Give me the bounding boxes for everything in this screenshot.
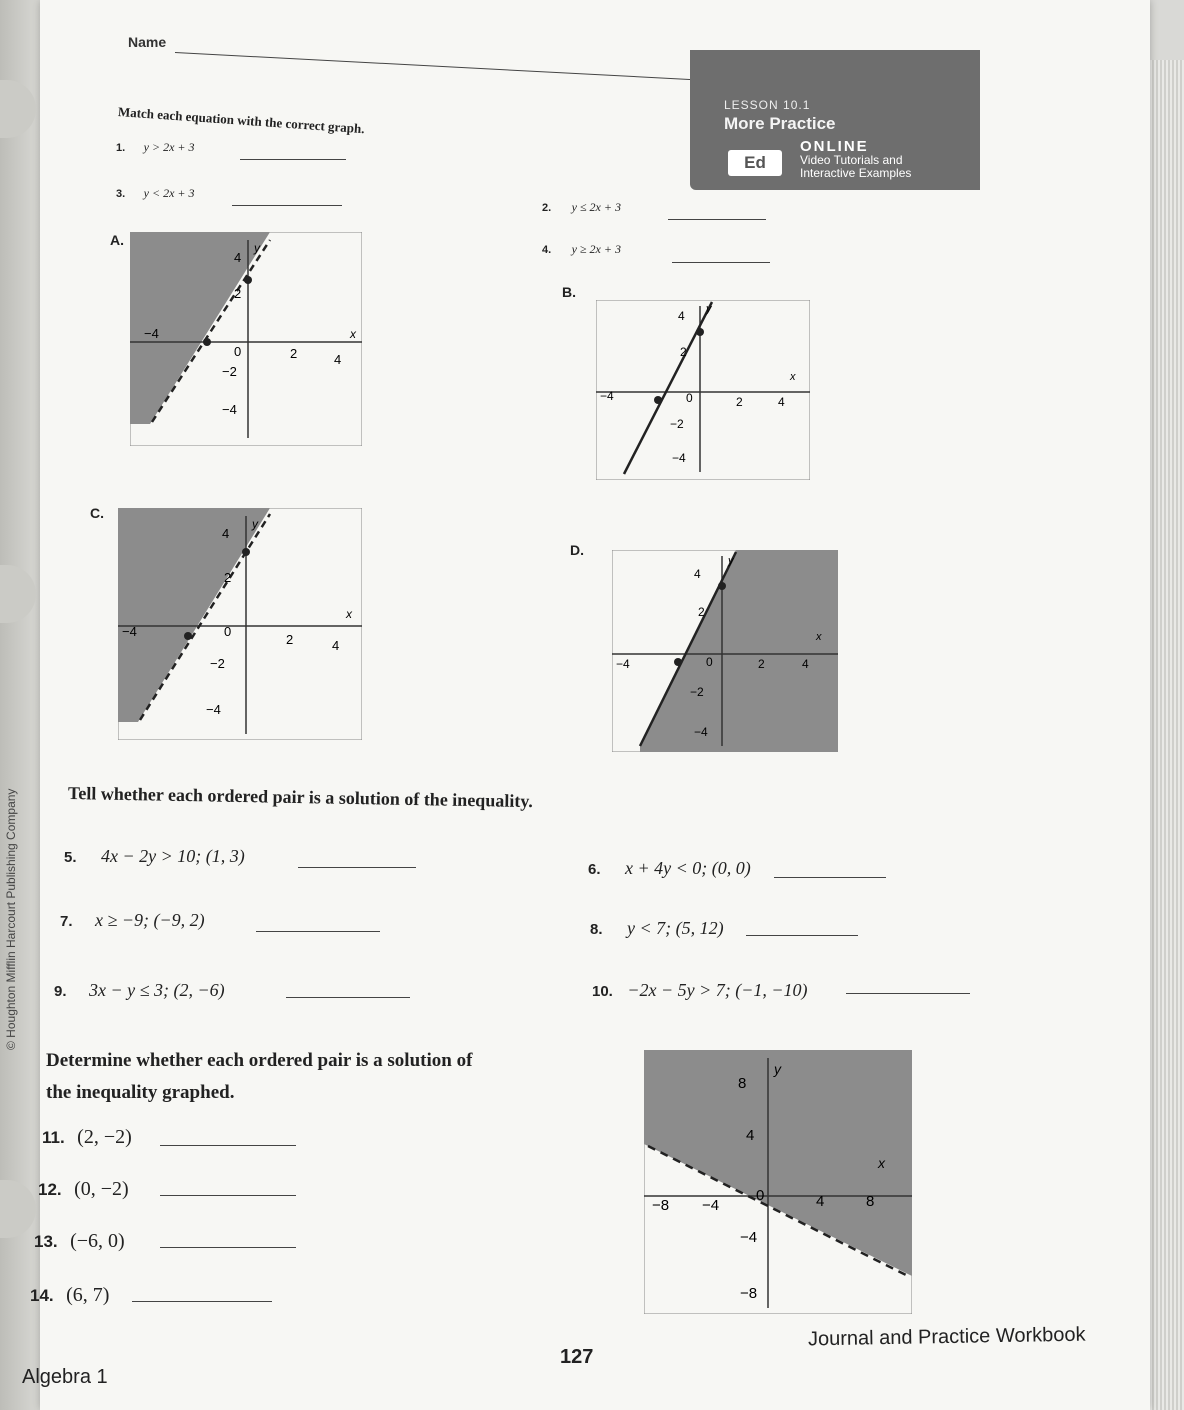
tick-label: 2 xyxy=(290,346,298,361)
y-axis-label: y xyxy=(728,555,734,567)
answer-blank-1[interactable] xyxy=(240,158,346,160)
x-axis-label: x xyxy=(816,631,822,643)
answer-blank-3[interactable] xyxy=(232,204,342,206)
solution-item-8: 8. y < 7; (5, 12) xyxy=(590,918,724,938)
tick-label: 8 xyxy=(738,1075,747,1092)
solution-item-10: 10. −2x − 5y > 7; (−1, −10) xyxy=(592,980,808,1000)
graphed-item-13: 13. (−6, 0) xyxy=(34,1230,125,1252)
graphed-item-14: 14. (6, 7) xyxy=(30,1284,110,1306)
y-axis-label: y xyxy=(252,517,258,531)
answer-blank-8[interactable] xyxy=(746,934,858,936)
tick-label: −4 xyxy=(206,702,221,717)
page-edges xyxy=(1150,60,1184,1410)
tick-label: 0 xyxy=(756,1187,765,1204)
subject-label: Algebra 1 xyxy=(22,1366,108,1388)
solution-item-7: 7. x ≥ −9; (−9, 2) xyxy=(60,910,205,930)
solution-item-9: 9. 3x − y ≤ 3; (2, −6) xyxy=(54,980,225,1000)
tick-label: 8 xyxy=(866,1193,875,1210)
tick-label: −4 xyxy=(672,451,686,465)
page-number: 127 xyxy=(560,1346,594,1368)
tick-label: −2 xyxy=(670,417,684,431)
graph-label-b: B. xyxy=(562,284,576,300)
tick-label: −2 xyxy=(690,685,704,699)
online-label: ONLINE xyxy=(800,138,869,155)
copyright-notice: © Houghton Mifflin Harcourt Publishing Company xyxy=(4,788,18,1050)
tick-label: 2 xyxy=(698,605,705,619)
graphed-instruction-line2: the inequality graphed. xyxy=(46,1082,235,1103)
match-item-4: 4. y ≥ 2x + 3 xyxy=(542,242,621,256)
answer-blank-10[interactable] xyxy=(846,992,970,994)
tick-label: 4 xyxy=(778,395,785,409)
answer-blank-6[interactable] xyxy=(774,876,886,878)
solution-item-6: 6. x + 4y < 0; (0, 0) xyxy=(588,858,751,878)
tick-label: −4 xyxy=(740,1229,758,1246)
tick-label: 2 xyxy=(224,570,232,585)
answer-blank-11[interactable] xyxy=(160,1144,296,1146)
tick-label: 2 xyxy=(286,632,294,647)
tick-label: 2 xyxy=(680,345,687,359)
point xyxy=(718,582,726,590)
answer-blank-2[interactable] xyxy=(668,218,766,220)
graph-a xyxy=(130,232,362,446)
point xyxy=(654,396,662,404)
answer-blank-5[interactable] xyxy=(298,866,416,868)
tick-label: 4 xyxy=(678,309,685,323)
tick-label: 0 xyxy=(706,655,713,669)
video-tutorials-text: Video Tutorials and xyxy=(800,153,903,167)
tick-label: −4 xyxy=(616,657,630,671)
tick-label: 4 xyxy=(802,657,809,671)
tick-label: −8 xyxy=(652,1197,670,1214)
graph-label-d: D. xyxy=(570,542,584,558)
graphed-item-12: 12. (0, −2) xyxy=(38,1178,129,1200)
point xyxy=(244,276,252,284)
x-axis-label: x xyxy=(350,327,356,341)
tick-label: −2 xyxy=(210,656,225,671)
tick-label: 0 xyxy=(686,391,693,405)
graph-label-c: C. xyxy=(90,505,104,521)
match-item-1: 1. y > 2x + 3 xyxy=(116,140,195,154)
answer-blank-9[interactable] xyxy=(286,996,410,998)
tick-label: −8 xyxy=(740,1285,758,1302)
point xyxy=(696,328,704,336)
graph-d xyxy=(612,550,838,752)
graphed-item-11: 11. (2, −2) xyxy=(42,1126,132,1148)
solution-instruction: Tell whether each ordered pair is a solution of the inequality. xyxy=(67,783,533,812)
lesson-banner xyxy=(690,50,980,190)
answer-blank-14[interactable] xyxy=(132,1300,272,1302)
tick-label: 4 xyxy=(746,1127,755,1144)
x-axis-label: x xyxy=(790,371,796,383)
graph-c xyxy=(118,508,362,740)
answer-blank-4[interactable] xyxy=(672,261,770,263)
tick-label: 2 xyxy=(758,657,765,671)
tick-label: 4 xyxy=(234,250,242,265)
tick-label: −4 xyxy=(144,326,159,341)
tick-label: −4 xyxy=(600,389,614,403)
y-axis-label: y xyxy=(774,1061,781,1077)
point xyxy=(242,548,250,556)
tick-label: 4 xyxy=(334,352,342,367)
match-item-2: 2. y ≤ 2x + 3 xyxy=(542,200,621,214)
graphed-instruction-line1: Determine whether each ordered pair is a solution of xyxy=(46,1050,473,1071)
match-instruction: Match each equation with the correct graph. xyxy=(117,104,366,137)
tick-label: −4 xyxy=(702,1197,720,1214)
y-axis-label: y xyxy=(706,303,712,315)
tick-label: −4 xyxy=(122,624,137,639)
more-practice-title: More Practice xyxy=(724,114,836,133)
solution-item-5: 5. 4x − 2y > 10; (1, 3) xyxy=(64,846,245,866)
answer-blank-7[interactable] xyxy=(256,930,380,932)
tick-label: 4 xyxy=(694,567,701,581)
lesson-number: LESSON 10.1 xyxy=(724,98,811,112)
tick-label: 2 xyxy=(736,395,743,409)
point xyxy=(184,632,192,640)
tick-label: −4 xyxy=(694,725,708,739)
y-axis-label: y xyxy=(254,241,260,255)
online-resources xyxy=(800,154,911,180)
workbook-title: Journal and Practice Workbook xyxy=(807,1323,1086,1351)
x-axis-label: x xyxy=(878,1155,885,1171)
graph-inequality xyxy=(644,1050,912,1314)
tick-label: 2 xyxy=(234,286,242,301)
match-item-3: 3. y < 2x + 3 xyxy=(116,186,195,200)
graph-frame xyxy=(596,300,810,480)
graph-label-a: A. xyxy=(110,232,124,248)
point xyxy=(203,338,211,346)
x-axis-label: x xyxy=(346,607,352,621)
point xyxy=(674,658,682,666)
tick-label: 0 xyxy=(234,344,242,359)
graph-b xyxy=(596,300,810,480)
answer-blank-12[interactable] xyxy=(160,1194,296,1196)
tick-label: 4 xyxy=(222,526,230,541)
tick-label: 4 xyxy=(816,1193,825,1210)
interactive-examples-text: Interactive Examples xyxy=(800,166,912,180)
tick-label: −4 xyxy=(222,402,237,417)
tick-label: −2 xyxy=(222,364,237,379)
tick-label: 4 xyxy=(332,638,340,653)
tick-label: 0 xyxy=(224,624,232,639)
answer-blank-13[interactable] xyxy=(160,1246,296,1248)
ed-logo-icon: Ed xyxy=(728,150,782,176)
name-label: Name xyxy=(128,34,167,50)
